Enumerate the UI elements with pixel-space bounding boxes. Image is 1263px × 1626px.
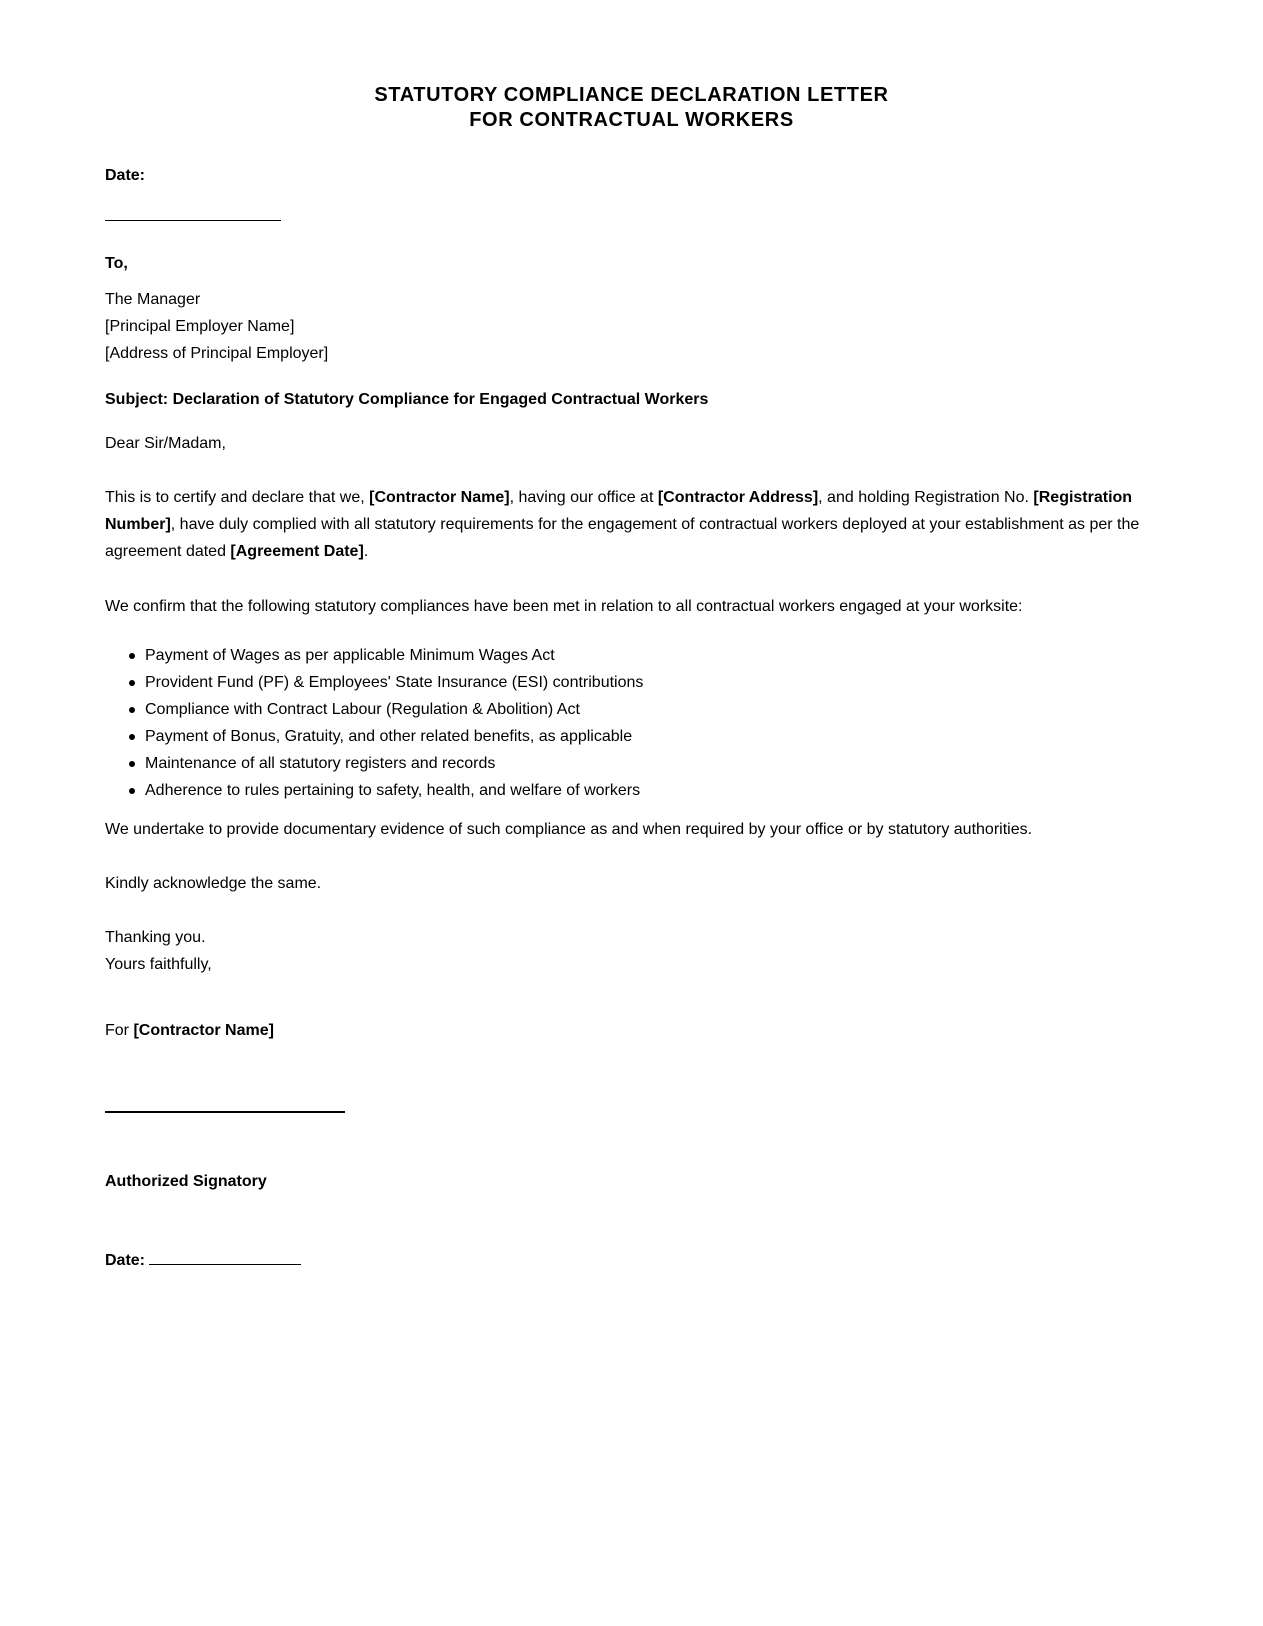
list-item: Maintenance of all statutory registers and records: [105, 750, 643, 777]
signature-date-line: [105, 1250, 301, 1271]
closing-line: Yours faithfully,: [105, 956, 212, 973]
bullet-icon: [129, 734, 135, 740]
letter-title-line-1: STATUTORY COMPLIANCE DECLARATION LETTER: [374, 84, 889, 106]
date-blank-line: [105, 220, 281, 221]
list-item: Payment of Wages as per applicable Minimum Wages Act: [105, 642, 643, 669]
cert-text-5: .: [363, 543, 369, 560]
authorized-signatory-label: Authorized Signatory: [105, 1173, 267, 1190]
letter-title-line-2: FOR CONTRACTUAL WORKERS: [469, 109, 794, 131]
subject-line: Subject: Declaration of Statutory Compliance for Engaged Contractual Workers: [105, 391, 709, 408]
undertaking-paragraph: We undertake to provide documentary evidence of such compliance as and when required by your office or by statutory authorities.: [105, 821, 1033, 838]
cert-text-3: , and holding Registration No.: [818, 489, 1034, 506]
registration-number-placeholder: [Registration Number]: [105, 489, 1133, 533]
signature-line: [105, 1111, 345, 1113]
list-item: Provident Fund (PF) & Employees' State Insurance (ESI) contributions: [105, 669, 643, 696]
list-item: Adherence to rules pertaining to safety, health, and welfare of workers: [105, 777, 643, 804]
for-contractor-line: [105, 1021, 274, 1041]
list-item: Compliance with Contract Labour (Regulation & Abolition) Act: [105, 696, 643, 723]
list-item: Payment of Bonus, Gratuity, and other related benefits, as applicable: [105, 723, 643, 750]
date-label: Date:: [105, 167, 146, 184]
bullet-icon: [129, 707, 135, 713]
acknowledge-line: Kindly acknowledge the same.: [105, 875, 322, 892]
salutation: Dear Sir/Madam,: [105, 435, 226, 452]
recipient-line-3: [Address of Principal Employer]: [105, 345, 329, 362]
certification-paragraph: [105, 484, 1155, 565]
signature-date-blank: [149, 1250, 301, 1265]
to-label: To,: [105, 255, 128, 272]
contractor-name-placeholder: [Contractor Name]: [369, 489, 510, 506]
bullet-icon: [129, 761, 135, 767]
compliance-list: [105, 642, 643, 804]
agreement-date-placeholder: [Agreement Date]: [230, 543, 364, 560]
cert-text-1: This is to certify and declare that we,: [105, 489, 370, 506]
recipient-line-1: The Manager: [105, 291, 201, 308]
confirmation-paragraph: We confirm that the following statutory compliances have been met in relation to all contractual workers engaged at your worksite:: [105, 598, 1023, 615]
cert-text-2: , having our office at: [509, 489, 658, 506]
thanking-line: Thanking you.: [105, 929, 206, 946]
bullet-icon: [129, 680, 135, 686]
for-label: For: [105, 1022, 134, 1039]
signature-date-label: Date:: [105, 1252, 146, 1269]
bullet-icon: [129, 788, 135, 794]
recipient-line-2: [Principal Employer Name]: [105, 318, 295, 335]
for-contractor-name: [Contractor Name]: [133, 1022, 274, 1039]
bullet-icon: [129, 653, 135, 659]
contractor-address-placeholder: [Contractor Address]: [657, 489, 819, 506]
cert-text-4: , have duly complied with all statutory requirements for the engagement of contractual workers deployed at your establishment as per the agreement dated: [105, 516, 1140, 560]
